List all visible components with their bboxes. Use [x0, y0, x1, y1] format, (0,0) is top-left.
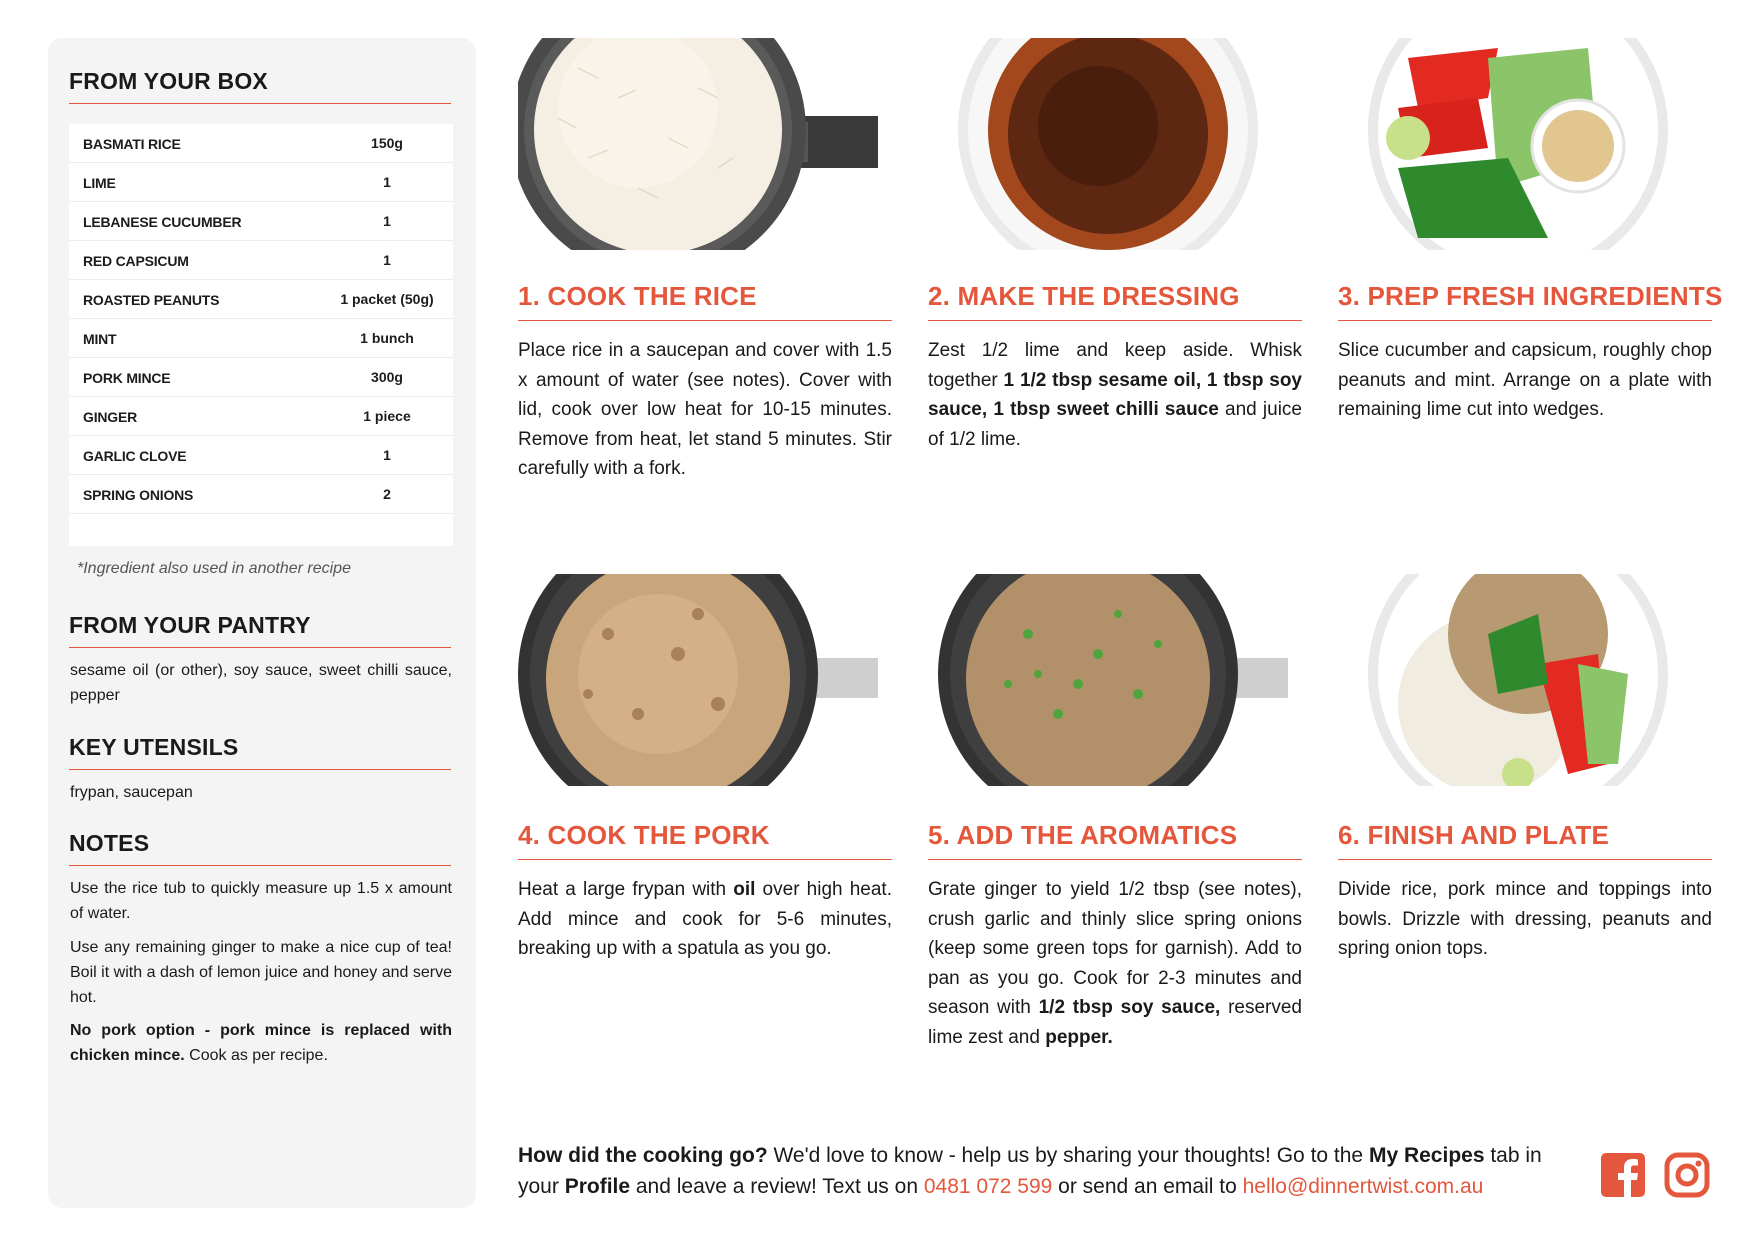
- fresh-ingredients-photo: [1338, 38, 1698, 250]
- box-title: FROM YOUR BOX: [69, 68, 451, 104]
- step-text-segment: 1 1/2 tbsp sesame oil, 1 tbsp soy sauce, 1 tbsp sweet chilli sauce: [928, 369, 1302, 420]
- sidebar-panel: [48, 38, 476, 1208]
- footer-question: How did the cooking go?: [518, 1144, 768, 1167]
- footer-text-1: We'd love to know - help us by sharing your thoughts! Go to the: [767, 1144, 1369, 1167]
- step-2-text: [928, 336, 1302, 454]
- ingredient-name: GINGER: [83, 409, 138, 425]
- ingredient-name: SPRING ONIONS: [83, 487, 194, 503]
- step-6-text: [1338, 875, 1712, 964]
- step-text-segment: pepper.: [1045, 1026, 1113, 1048]
- pantry-title: FROM YOUR PANTRY: [69, 612, 451, 648]
- step-1-title: 1. COOK THE RICE: [518, 281, 892, 321]
- finished-plate-photo: [1338, 574, 1698, 786]
- pork-pan-photo: [518, 574, 878, 786]
- step-5-title: 5. ADD THE AROMATICS: [928, 820, 1302, 860]
- step-text-segment: oil: [733, 879, 756, 900]
- ingredient-row: [69, 124, 453, 163]
- ingredient-row: [69, 475, 453, 514]
- footer-text-2: tab in your: [518, 1144, 1542, 1198]
- step-5-text: [928, 875, 1302, 1052]
- ingredient-qty: 300g: [371, 369, 403, 385]
- step-text-segment: Heat a large frypan with: [518, 879, 734, 900]
- step-3-text: [1338, 336, 1712, 425]
- step-2-title: 2. MAKE THE DRESSING: [928, 281, 1302, 321]
- step-4-title: 4. COOK THE PORK: [518, 820, 892, 860]
- ingredient-name: ROASTED PEANUTS: [83, 292, 220, 308]
- ingredient-qty: 1: [383, 252, 391, 268]
- step-6-title: 6. FINISH AND PLATE: [1338, 820, 1712, 860]
- ingredient-qty: 1: [383, 447, 391, 463]
- ingredient-row: [69, 280, 453, 319]
- ingredient-row: [69, 319, 453, 358]
- step-text-segment: Divide rice, pork mince and toppings into bowls. Drizzle with dressing, peanuts and spring onion tops.: [1338, 879, 1712, 959]
- note-3-rest: Cook as per recipe.: [184, 1047, 328, 1064]
- ingredients-table: [69, 124, 453, 546]
- note-2: Use any remaining ginger to make a nice cup of tea! Boil it with a dash of lemon juice and honey and serve hot.: [70, 939, 452, 1006]
- dressing-bowl-photo: [928, 38, 1288, 250]
- ingredient-row: [69, 397, 453, 436]
- ingredient-qty: 1 packet (50g): [340, 291, 434, 307]
- notes-title: NOTES: [69, 830, 451, 866]
- ingredient-row: [69, 163, 453, 202]
- step-text-segment: reserved lime zest and: [928, 997, 1303, 1048]
- ingredient-qty: 1: [383, 213, 391, 229]
- step-3-title: 3. PREP FRESH INGREDIENTS: [1338, 281, 1712, 321]
- ingredient-name: MINT: [83, 331, 117, 347]
- phone-link[interactable]: 0481 072 599: [923, 1175, 1053, 1198]
- step-4-text: [518, 875, 892, 964]
- ingredient-qty: 1: [383, 174, 391, 190]
- step-text-segment: Slice cucumber and capsicum, roughly chop peanuts and mint. Arrange on a plate with remaining lime cut into wedges.: [1338, 340, 1712, 420]
- ingredient-row: [69, 358, 453, 397]
- ingredient-name: GARLIC CLOVE: [83, 448, 187, 464]
- ingredient-row: [69, 436, 453, 475]
- step-text-segment: Grate ginger to yield 1/2 tbsp (see notes), crush garlic and thinly slice spring onions (keep some green tops for garnish). Add to pan as you go. Cook for 2-3 minutes and season with: [928, 879, 1302, 1018]
- step-text-segment: 1/2 tbsp soy sauce,: [1038, 997, 1221, 1018]
- ingredient-qty: 1 piece: [363, 408, 411, 424]
- instagram-icon[interactable]: [1664, 1152, 1710, 1198]
- rice-pot-photo: [518, 38, 878, 250]
- ingredient-name: LIME: [83, 175, 116, 191]
- utensils-title: KEY UTENSILS: [69, 734, 451, 770]
- step-text-segment: over high heat. Add mince and cook for 5-6 minutes, breaking up with a spatula as you go.: [518, 879, 892, 959]
- ingredient-qty: 2: [383, 486, 391, 502]
- footer-text-3: and leave a review! Text us on: [630, 1175, 924, 1198]
- step-text-segment: Place rice in a saucepan and cover with 1.5 x amount of water (see notes). Cover with lid, cook over low heat for 10-15 minutes. Remove from heat, let stand 5 minutes. Stir carefully with a fork.: [518, 340, 892, 479]
- ingredient-name: RED CAPSICUM: [83, 253, 189, 269]
- footer-my-recipes: My Recipes: [1368, 1144, 1485, 1167]
- ingredient-row: [69, 241, 453, 280]
- note-1: Use the rice tub to quickly measure up 1.5 x amount of water.: [70, 880, 452, 922]
- ingredient-qty: 150g: [371, 135, 403, 151]
- ingredient-name: LEBANESE CUCUMBER: [83, 214, 242, 230]
- email-link[interactable]: hello@dinnertwist.com.au: [1242, 1175, 1484, 1198]
- footer-profile: Profile: [564, 1175, 631, 1198]
- utensils-text: frypan, saucepan: [70, 784, 193, 801]
- feedback-footer: [518, 1140, 1578, 1202]
- note-3: [70, 1018, 452, 1068]
- note-3-bold: No pork option - pork mince is replaced with chicken mince.: [70, 1022, 452, 1064]
- step-text-segment: Zest 1/2 lime and keep aside. Whisk together: [928, 340, 1302, 391]
- aromatics-pan-photo: [928, 574, 1288, 786]
- ingredient-qty: 1 bunch: [360, 330, 414, 346]
- ingredient-name: BASMATI RICE: [83, 136, 181, 152]
- step-1-text: [518, 336, 892, 484]
- footer-text-4: or send an email to: [1052, 1175, 1243, 1198]
- ingredient-row: [69, 202, 453, 241]
- ingredient-name: PORK MINCE: [83, 370, 171, 386]
- ingredient-note: *Ingredient also used in another recipe: [77, 560, 351, 577]
- step-text-segment: and juice of 1/2 lime.: [928, 399, 1302, 450]
- pantry-text: sesame oil (or other), soy sauce, sweet chilli sauce, pepper: [70, 662, 452, 704]
- facebook-icon[interactable]: [1600, 1152, 1646, 1198]
